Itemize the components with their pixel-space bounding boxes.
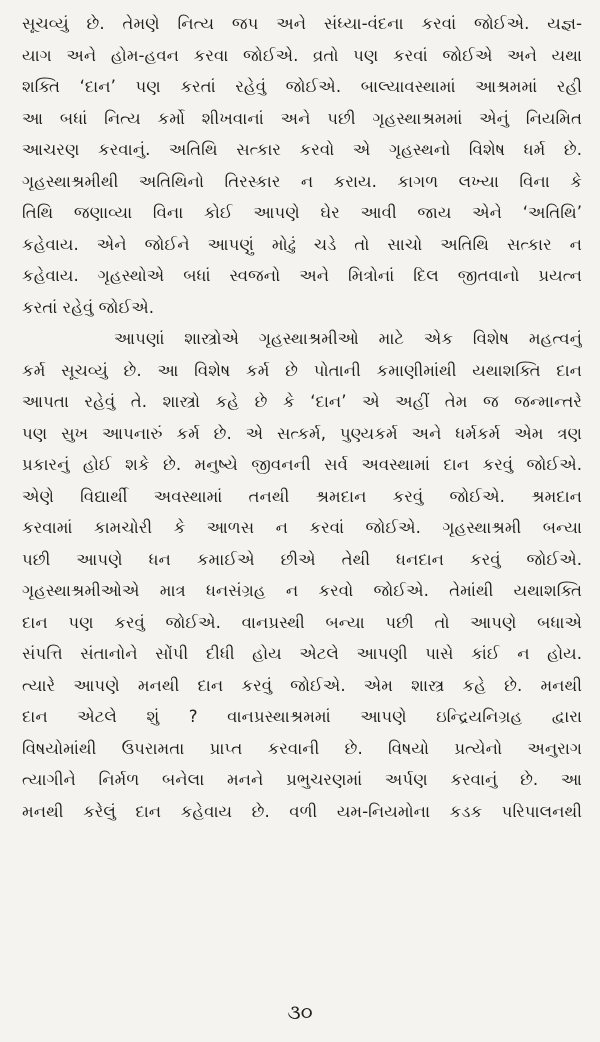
text-line: પ્રકારનું હોઈ શકે છે. મનુષ્યે જીવનની સર્વ અવસ્થામાં દાન કરવું જોઈએ. bbox=[22, 455, 582, 474]
page-number: ૩૦ bbox=[287, 1000, 313, 1024]
text-line: એણે વિદ્યાર્થી અવસ્થામાં તનથી શ્રમદાન કરવું જોઈએ. શ્રમદાન bbox=[22, 486, 582, 506]
text-line: પછી આપણે ધન કમાઈએ છીએ તેથી ધનદાન કરવું જોઈએ. bbox=[22, 549, 582, 569]
text-line: આ બધાં નિત્ય કર્મો શીખવાનાં અને પછી ગૃહસ્થાશ્રમમાં એનું નિયમિત bbox=[22, 108, 582, 128]
text-line: કહેવાય. એને જોઈને આપણું મોઢું ચડે તો સાચો અતિથિ સત્કાર ન bbox=[22, 234, 582, 254]
text-line: શક્તિ ‘દાન’ પણ કરતાં રહેવું જોઈએ. બાલ્યાવસ્થામાં આશ્રમમાં રહી bbox=[22, 77, 582, 96]
text-line: ગૃહસ્થાશ્રમીઓએ માત્ર ધનસંગ્રહ ન કરવો જોઈએ. તેમાંથી યથાશક્તિ bbox=[22, 581, 582, 600]
text-line: ત્યાગીને નિર્મળ બનેલા મનને પ્રભુચરણમાં અર્પણ કરવાનું છે. આ bbox=[22, 770, 582, 789]
text-line: દાન પણ કરવું જોઈએ. વાનપ્રસ્થી બન્યા પછી તો આપણે બધાએ bbox=[22, 612, 582, 632]
text-line: આપતા રહેવું તે. શાસ્ત્રો કહે છે કે ‘દાન’ એ અહીં તેમ જ જન્માન્તરે bbox=[22, 392, 582, 411]
text-line: સંપત્તિ સંતાનોને સોંપી દીધી હોય એટલે આપણી પાસે કાંઈ ન હોય. bbox=[22, 644, 582, 663]
text-line: કહેવાય. ગૃહસ્થોએ બધાં સ્વજનો અને મિત્રોનાં દિલ જીતવાનો પ્રયત્ન bbox=[22, 266, 582, 285]
text-line: ગૃહસ્થાશ્રમીથી અતિથિનો તિરસ્કાર ન કરાય. કાગળ લખ્યા વિના કે bbox=[22, 171, 582, 191]
text-line: પણ સુખ આપનારું કર્મ છે. એ સત્કર્મ, પુણ્યકર્મ અને ધર્મકર્મ એમ ત્રણ bbox=[22, 423, 582, 443]
paragraph-start-line: આપણાં શાસ્ત્રોએ ગૃહસ્થાશ્રમીઓ માટે એક વિશેષ મહત્વનું bbox=[114, 329, 582, 348]
body-text bbox=[22, 8, 582, 827]
text-line: યાગ અને હોમ-હવન કરવા જોઈએ. વ્રતો પણ કરવાં જોઈએ અને યથા bbox=[22, 45, 582, 65]
text-line: આચરણ કરવાનું. અતિથિ સત્કાર કરવો એ ગૃહસ્થનો વિશેષ ધર્મ છે. bbox=[22, 140, 582, 159]
text-line: સૂચવ્યું છે. તેમણે નિત્ય જપ અને સંધ્યા-વંદના કરવાં જોઈએ. યજ્ઞ- bbox=[22, 14, 582, 33]
paragraph-end-line: કરતાં રહેવું જોઈએ. bbox=[22, 297, 155, 317]
text-line: કર્મ સૂચવ્યું છે. આ વિશેષ કર્મ છે પોતાની કમાણીમાંથી યથાશક્તિ દાન bbox=[22, 360, 582, 380]
text-line: કરવામાં કામચોરી કે આળસ ન કરવાં જોઈએ. ગૃહસ્થાશ્રમી બન્યા bbox=[22, 518, 582, 537]
text-line: વિષયોમાંથી ઉપરામતા પ્રાપ્ત કરવાની છે. વિષયો પ્રત્યેનો અનુરાગ bbox=[22, 738, 582, 758]
text-line: મનથી કરેલું દાન કહેવાય છે. વળી યમ-નિયમોના કડક પરિપાલનથી bbox=[22, 801, 582, 821]
text-line: તિથિ જણાવ્યા વિના કોઈ આપણે ઘેર આવી જાય એને ‘અતિથિ’ bbox=[22, 203, 582, 222]
text-line: દાન એટલે શું ? વાનપ્રસ્થાશ્રમમાં આપણે ઇન્દ્રિયનિગ્રહ દ્વારા bbox=[22, 707, 582, 726]
text-line: ત્યારે આપણે મનથી દાન કરવું જોઈએ. એમ શાસ્ત્ર કહે છે. મનથી bbox=[22, 675, 582, 695]
